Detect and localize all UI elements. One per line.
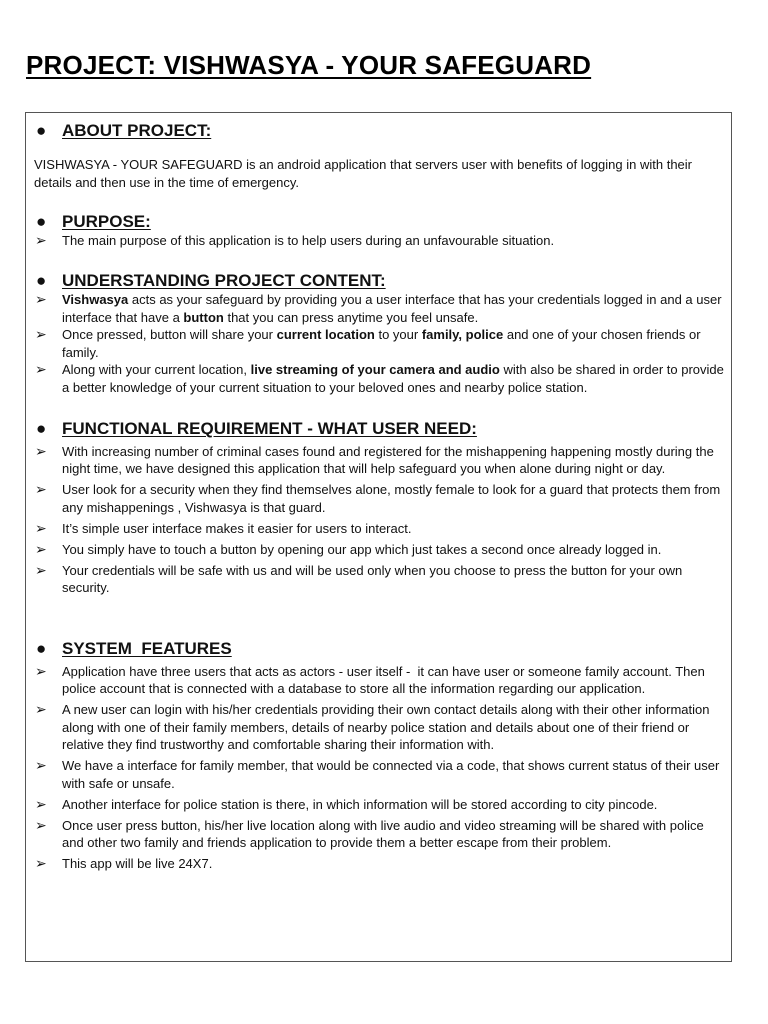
bullet-icon: ●: [36, 271, 47, 290]
list-item: ➢ Once user press button, his/her live location along with live audio and video streaming will be shared with police and other two family and friends application to provide them a better escape from their problem.: [35, 816, 704, 850]
heading-purpose-text: PURPOSE:: [62, 212, 151, 231]
heading-features: [34, 639, 734, 659]
arrow-bullet-icon: ➢: [35, 662, 47, 679]
list-item: ➢ We have a interface for family member, that would be connected via a code, that shows current status of their user with safe or unsafe.: [35, 757, 720, 791]
heading-about: [34, 121, 734, 141]
features-list: [34, 663, 734, 873]
heading-understanding: [34, 271, 734, 291]
content-box: [25, 112, 732, 962]
arrow-bullet-icon: ➢: [35, 701, 47, 717]
heading-functional-text: FUNCTIONAL REQUIREMENT - WHAT USER NEED:: [62, 419, 477, 438]
arrow-bullet-icon: ➢: [35, 855, 47, 871]
arrow-bullet-icon: ➢: [35, 540, 47, 557]
bullet-icon: ●: [36, 419, 47, 438]
section-functional: [34, 419, 734, 597]
heading-features-text: SYSTEM FEATURES: [62, 639, 232, 658]
about-text: VISHWASYA - YOUR SAFEGUARD is an android application that servers user with benefits of logging in with their details and then use in the time of emergency.: [34, 157, 692, 190]
functional-list: [34, 443, 734, 597]
list-item: ➢ It’s simple user interface makes it easier for users to interact.: [35, 519, 412, 536]
document-title: PROJECT: VISHWASYA - YOUR SAFEGUARD: [26, 50, 592, 80]
bullet-icon: ●: [36, 212, 47, 231]
arrow-bullet-icon: ➢: [35, 757, 47, 773]
section-purpose: [34, 212, 734, 250]
arrow-bullet-icon: ➢: [35, 442, 47, 459]
arrow-bullet-icon: ➢: [35, 326, 47, 342]
list-item: ➢ Another interface for police station is there, in which information will be stored according to city pincode.: [35, 795, 658, 812]
heading-purpose: [34, 212, 734, 232]
arrow-bullet-icon: ➢: [35, 816, 47, 833]
list-item: ➢ User look for a security when they find themselves alone, mostly female to look for a guard that protects them from any mishappenings , Vishwasya is that guard.: [35, 481, 721, 515]
arrow-bullet-icon: ➢: [35, 361, 47, 377]
arrow-bullet-icon: ➢: [35, 291, 47, 307]
arrow-bullet-icon: ➢: [35, 232, 47, 248]
heading-about-text: ABOUT PROJECT:: [62, 121, 212, 140]
list-item: ➢ Vishwasya acts as your safeguard by providing you a user interface that has your credentials logged in and a user interface that have a button that you can press anytime you feel unsafe.: [35, 291, 722, 325]
list-item: ➢ Once pressed, button will share your current location to your family, police and one of your chosen friends or family.: [35, 326, 701, 360]
arrow-bullet-icon: ➢: [35, 519, 47, 536]
list-item: ➢ This app will be live 24X7.: [35, 855, 213, 871]
list-item: ➢ Application have three users that acts as actors - user itself - it can have user or someone family account. Then police account that is connected with a database to store all the information regarding our application.: [35, 662, 709, 696]
arrow-bullet-icon: ➢: [35, 561, 47, 578]
list-item: ➢ Your credentials will be safe with us and will be used only when you choose to press the button for your own security.: [35, 561, 683, 595]
section-understanding: [34, 271, 734, 396]
list-item: ➢ Along with your current location, live streaming of your camera and audio with also be shared in order to provide a better knowledge of your current situation to your beloved ones and nearby police station.: [35, 361, 724, 395]
section-features: [34, 639, 734, 873]
list-item: ➢ With increasing number of criminal cases found and registered for the mishappening happening mostly during the night time, we have designed this application that will help safeguard you when alone during night or day.: [35, 442, 714, 476]
arrow-bullet-icon: ➢: [35, 481, 47, 497]
list-item: ➢ The main purpose of this application is to help users during an unfavourable situation.: [35, 232, 555, 248]
list-item: ➢ A new user can login with his/her credentials providing their own contact details along with their other information along with one of their family members, details of nearby police station and details about one of their friend or relative they find trustworthy and comfortable sharing their information with.: [35, 701, 710, 752]
bullet-icon: ●: [36, 639, 47, 658]
list-item: ➢ You simply have to touch a button by opening our app which just takes a second once already logged in.: [35, 540, 662, 557]
section-about: [34, 121, 734, 191]
purpose-list: [34, 232, 734, 250]
understanding-list: [34, 291, 734, 396]
heading-understanding-text: UNDERSTANDING PROJECT CONTENT:: [62, 271, 386, 290]
arrow-bullet-icon: ➢: [35, 795, 47, 812]
heading-functional: [34, 419, 734, 439]
bullet-icon: ●: [36, 121, 47, 140]
